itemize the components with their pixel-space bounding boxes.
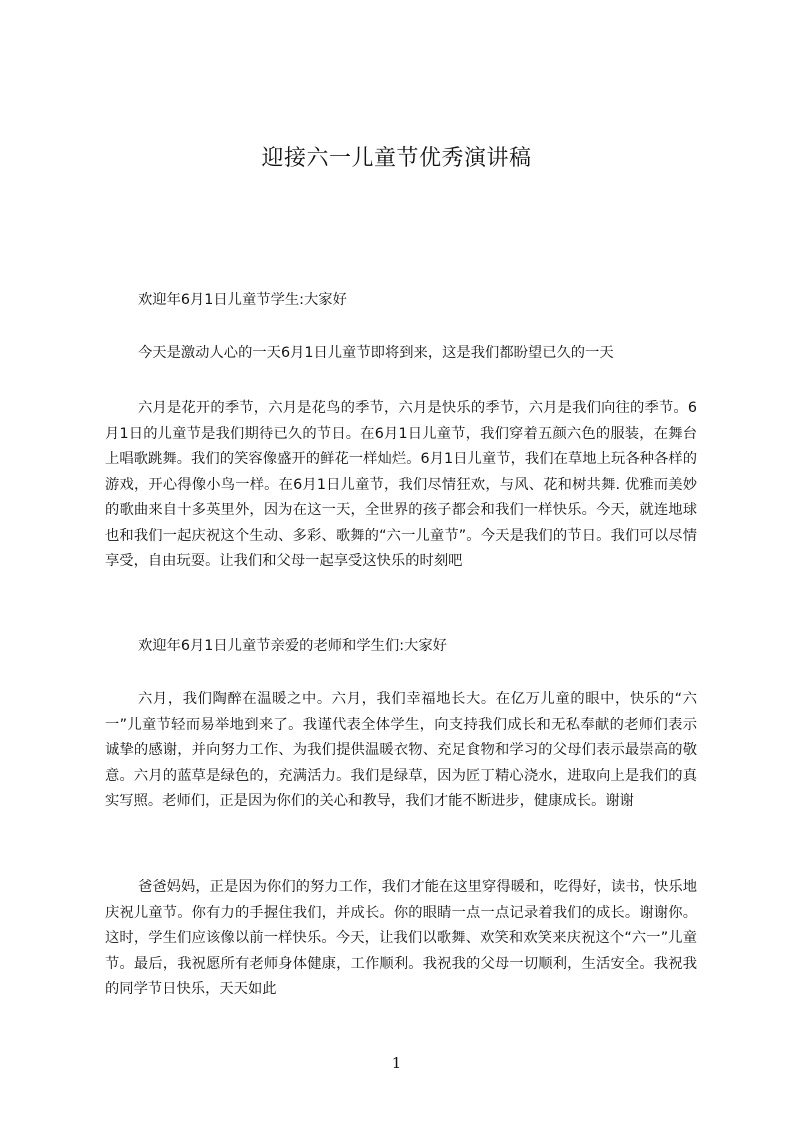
paragraph-intro: 今天是激动人心的一天6月1日儿童节即将到来，这是我们都盼望已久的一天: [138, 345, 614, 361]
paragraph-greeting-students: 欢迎年6月1日儿童节学生:大家好: [138, 292, 347, 308]
document-title: 迎接六一儿童节优秀演讲稿: [261, 146, 532, 171]
paragraph-greeting-teachers: 欢迎年6月1日儿童节亲爱的老师和学生们:大家好: [138, 638, 447, 654]
paragraph-parents-thanks: 爸爸妈妈，正是因为你们的努力工作，我们才能在这里穿得暖和，吃得好，读书，快乐地庆祝儿童节。你有力的手握住我们，并成长。你的眼睛一点一点记录着我们的成长。谢谢你。这时，学生们应该像以前一样快乐。今天，让我们以歌舞、欢笑和欢笑来庆祝这个“六一”儿童节。最后，我祝愿所有老师身体健康，工作顺利。我祝我的父母一切顺利，生活安全。我祝我的同学节日快乐，天天如此: [105, 879, 697, 997]
paragraph-june-season: 六月是花开的季节，六月是花鸟的季节，六月是快乐的季节，六月是我们向往的季节。6月1日的儿童节是我们期待已久的节日。在6月1日儿童节，我们穿着五颜六色的服装，在舞台上唱歌跳舞。我们的笑容像盛开的鲜花一样灿烂。6月1日儿童节，我们在草地上玩各种各样的游戏，开心得像小鸟一样。在6月1日儿童节，我们尽情狂欢，与风、花和树共舞. 优雅而美妙的歌曲来自十多英里外，因为在这一天，全世界的孩子都会和我们一样快乐。今天，就连地球也和我们一起庆祝这个生动、多彩、歌舞的“六一儿童节”。今天是我们的节日。我们可以尽情享受，自由玩耍。让我们和父母一起享受这快乐的时刻吧: [105, 400, 697, 569]
paragraph-teachers-thanks: 六月，我们陶醉在温暖之中。六月，我们幸福地长大。在亿万儿童的眼中，快乐的“六一”儿童节轻而易举地到来了。我谨代表全体学生，向支持我们成长和无私奉献的老师们表示诚挚的感谢，并向努力工作、为我们提供温暖衣物、充足食物和学习的父母们表示最崇高的敬意。六月的蓝草是绿色的，充满活力。我们是绿草，因为匠丁精心浇水，进取向上是我们的真实写照。老师们，正是因为你们的关心和教导，我们才能不断进步，健康成长。谢谢: [105, 691, 697, 809]
page-number: 1: [391, 1054, 402, 1072]
